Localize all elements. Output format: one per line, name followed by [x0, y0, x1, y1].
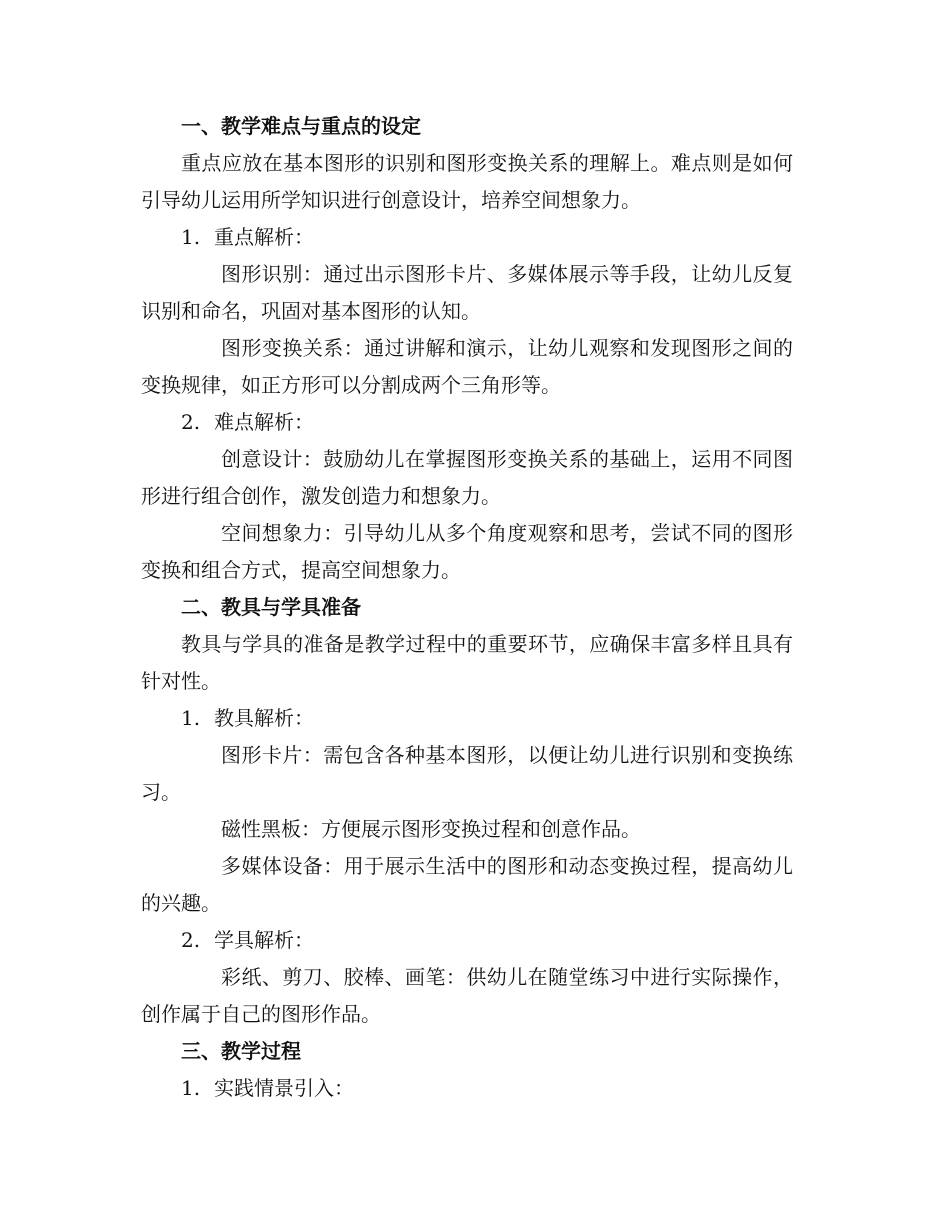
list-label: 难点解析：: [214, 410, 314, 434]
list-item-scenario-intro: [141, 1070, 793, 1107]
list-number: 2.: [181, 410, 201, 434]
list-number: 1.: [181, 225, 201, 249]
paragraph-magnetic-board: 磁性黑板：方便展示图形变换过程和创意作品。: [221, 817, 641, 841]
section-heading-3: 三、教学过程: [181, 1039, 301, 1063]
section-heading-1: 一、教学难点与重点的设定: [181, 114, 421, 138]
list-label: 学具解析：: [214, 928, 314, 952]
paragraph-multimedia: 多媒体设备：用于展示生活中的图形和动态变换过程，提高幼儿的兴趣。: [141, 854, 793, 915]
list-item-teaching-aids: [141, 700, 793, 737]
list-item-key-points: [141, 219, 793, 256]
list-number: 1.: [181, 1076, 201, 1100]
section-heading-2: 二、教具与学具准备: [181, 595, 361, 619]
section-intro-1: 重点应放在基本图形的识别和图形变换关系的理解上。难点则是如何引导幼儿运用所学知识进行创意设计，培养空间想象力。: [141, 151, 793, 212]
list-item-learning-tools: [141, 922, 793, 959]
list-label: 实践情景引入：: [214, 1076, 354, 1100]
list-label: 重点解析：: [214, 225, 314, 249]
list-label: 教具解析：: [214, 706, 314, 730]
paragraph-spatial-imagination: 空间想象力：引导幼儿从多个角度观察和思考，尝试不同的图形变换和组合方式，提高空间想象力。: [141, 521, 793, 582]
section-intro-2: 教具与学具的准备是教学过程中的重要环节，应确保丰富多样且具有针对性。: [141, 632, 793, 693]
paragraph-shape-cards: 图形卡片：需包含各种基本图形，以便让幼儿进行识别和变换练习。: [141, 743, 793, 804]
list-number: 2.: [181, 928, 201, 952]
paragraph-shape-transformation: 图形变换关系：通过讲解和演示，让幼儿观察和发现图形之间的变换规律，如正方形可以分割成两个三角形等。: [141, 336, 793, 397]
list-number: 1.: [181, 706, 201, 730]
paragraph-craft-supplies: 彩纸、剪刀、胶棒、画笔：供幼儿在随堂练习中进行实际操作，创作属于自己的图形作品。: [141, 965, 793, 1026]
list-item-difficult-points: [141, 404, 793, 441]
paragraph-shape-recognition: 图形识别：通过出示图形卡片、多媒体展示等手段，让幼儿反复识别和命名，巩固对基本图形的认知。: [141, 262, 793, 323]
document-body: [141, 108, 793, 1107]
paragraph-creative-design: 创意设计：鼓励幼儿在掌握图形变换关系的基础上，运用不同图形进行组合创作，激发创造力和想象力。: [141, 447, 793, 508]
